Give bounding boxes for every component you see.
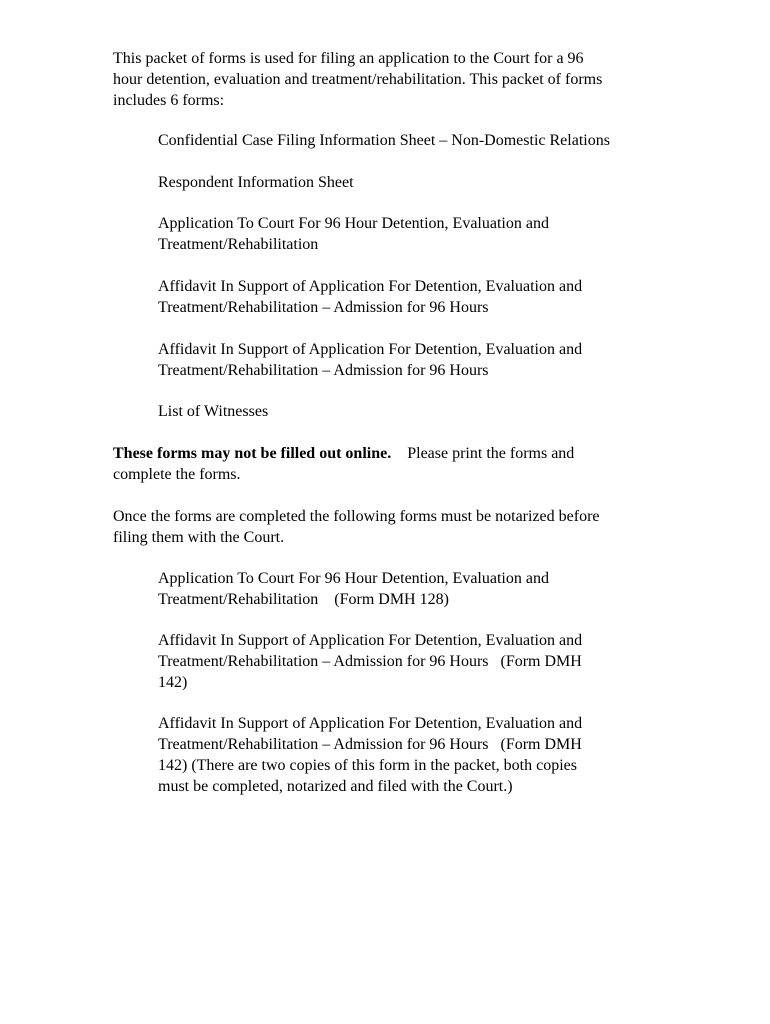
notarized-form-line-2: Treatment/Rehabilitation – Admission for 96 Hours (Form DMH bbox=[158, 653, 582, 670]
form-title-line-1: Affidavit In Support of Application For Detention, Evaluation and bbox=[158, 278, 583, 295]
online-warning-line-2: complete the forms. bbox=[113, 466, 241, 483]
notarized-form-item bbox=[158, 630, 638, 693]
form-list-item bbox=[158, 130, 698, 151]
notarize-note-line-2: filing them with the Court. bbox=[113, 529, 285, 546]
online-warning-bold: These forms may not be filled out online. bbox=[113, 445, 392, 462]
online-warning-rest: Please print the forms and bbox=[391, 445, 575, 462]
notarized-form-line-1: Affidavit In Support of Application For Detention, Evaluation and bbox=[158, 715, 583, 732]
form-title-line-1: Affidavit In Support of Application For Detention, Evaluation and bbox=[158, 341, 583, 358]
form-title-line-2: Treatment/Rehabilitation – Admission for 96 Hours bbox=[158, 299, 489, 316]
form-list-item bbox=[158, 339, 658, 381]
notarized-form-item bbox=[158, 568, 658, 610]
notarized-form-line-1: Application To Court For 96 Hour Detention, Evaluation and bbox=[158, 570, 549, 587]
notarized-form-line-1: Affidavit In Support of Application For Detention, Evaluation and bbox=[158, 632, 583, 649]
notarized-form-item bbox=[158, 713, 638, 797]
form-title-line-1: Application To Court For 96 Hour Detention, Evaluation and bbox=[158, 215, 549, 232]
form-list-item bbox=[158, 213, 658, 255]
form-title-line-1: Respondent Information Sheet bbox=[158, 174, 354, 191]
notarized-form-line-3: 142) (There are two copies of this form in the packet, both copies bbox=[158, 757, 577, 774]
intro-line-1: This packet of forms is used for filing an application to the Court for a 96 bbox=[113, 50, 584, 67]
form-title-line-2: Treatment/Rehabilitation – Admission for 96 Hours bbox=[158, 362, 489, 379]
form-list-item bbox=[158, 276, 658, 318]
notarize-note-line-1: Once the forms are completed the following forms must be notarized before bbox=[113, 508, 600, 525]
form-title-line-1: List of Witnesses bbox=[158, 403, 269, 420]
form-list-item bbox=[158, 172, 658, 193]
notarize-note-paragraph bbox=[113, 506, 673, 548]
notarized-form-line-2: Treatment/Rehabilitation – Admission for 96 Hours (Form DMH bbox=[158, 736, 582, 753]
online-warning-paragraph bbox=[113, 443, 653, 485]
form-title-line-2: Treatment/Rehabilitation bbox=[158, 236, 319, 253]
notarized-form-line-4: must be completed, notarized and filed with the Court.) bbox=[158, 778, 513, 795]
intro-line-2: hour detention, evaluation and treatment/rehabilitation. This packet of forms bbox=[113, 71, 603, 88]
intro-line-3: includes 6 forms: bbox=[113, 92, 225, 109]
notarized-form-line-3: 142) bbox=[158, 674, 188, 691]
form-title-line-1: Confidential Case Filing Information Sheet – Non-Domestic Relations bbox=[158, 132, 610, 149]
intro-paragraph bbox=[113, 48, 673, 111]
notarized-form-line-2: Treatment/Rehabilitation (Form DMH 128) bbox=[158, 591, 449, 608]
form-list-item bbox=[158, 401, 658, 422]
